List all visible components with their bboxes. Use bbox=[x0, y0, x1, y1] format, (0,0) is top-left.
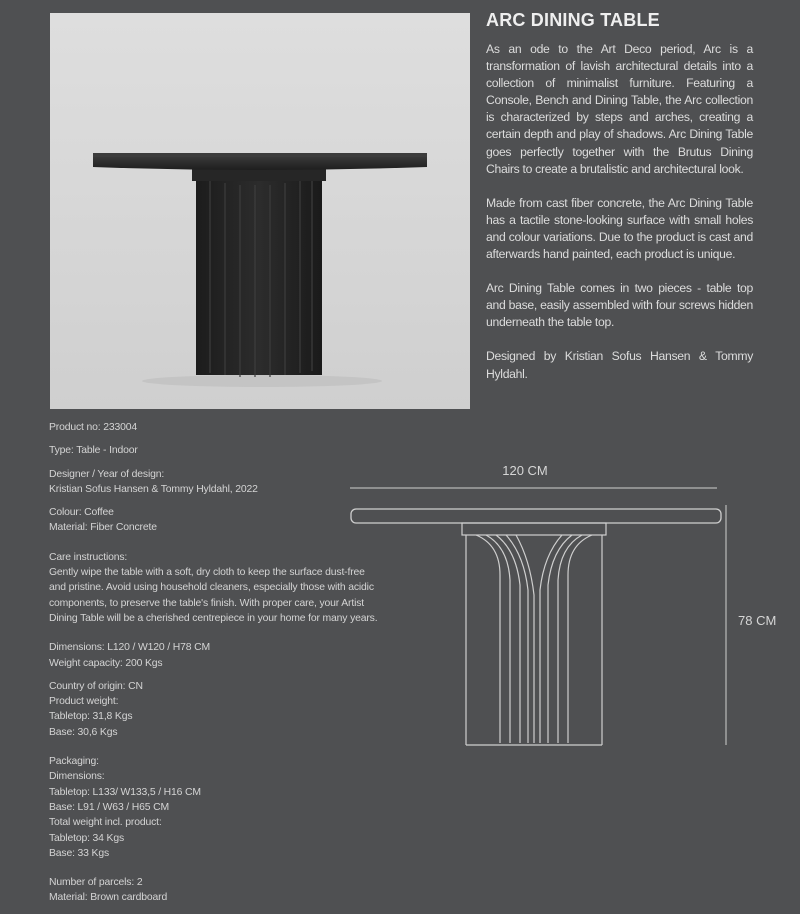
base-collar-outline bbox=[462, 523, 606, 535]
care-text: Gently wipe the table with a soft, dry cloth to keep the surface dust-free and pristine. Avoid using household cleaners, especially those with acidic components, to preserve the table's finish. With proper care, your Artist Dining Table will be a cherished centrepiece in your home for many years. bbox=[49, 567, 378, 624]
dimensions: Dimensions: L120 / W120 / H78 CM bbox=[49, 642, 210, 654]
weight-capacity: Weight capacity: 200 Kgs bbox=[49, 657, 163, 669]
tabletop-weight: Tabletop: 31,8 Kgs bbox=[49, 711, 133, 723]
designer-heading: Designer / Year of design: bbox=[49, 468, 165, 480]
product-number: Product no: 233004 bbox=[49, 422, 138, 433]
table-photo-illustration bbox=[50, 13, 470, 409]
total-tabletop-weight: Tabletop: 34 Kgs bbox=[49, 832, 125, 844]
designer-value: Kristian Sofus Hansen & Tommy Hyldahl, 2022 bbox=[49, 483, 258, 495]
product-type: Type: Table - Indoor bbox=[49, 445, 138, 457]
care-heading: Care instructions: bbox=[49, 551, 128, 563]
colour: Colour: Coffee bbox=[49, 507, 114, 519]
product-specs bbox=[49, 420, 379, 914]
number-of-parcels: Number of parcels: 2 bbox=[49, 877, 143, 889]
height-label: 78 CM bbox=[738, 613, 777, 628]
width-label: 120 CM bbox=[502, 463, 548, 478]
product-weight-heading: Product weight: bbox=[49, 696, 119, 708]
tabletop-outline bbox=[351, 509, 721, 523]
total-weight-heading: Total weight incl. product: bbox=[49, 817, 162, 829]
table-outline-drawing bbox=[340, 455, 800, 755]
description-paragraph: Made from cast fiber concrete, the Arc Dining Table has a tactile stone-looking surface with small holes and colour variations. Due to the product is cast and afterwards hand painted, each product is unique. bbox=[486, 195, 753, 262]
country-of-origin: Country of origin: CN bbox=[49, 680, 143, 692]
base-weight: Base: 30,6 Kgs bbox=[49, 726, 118, 738]
packaging-dimensions-heading: Dimensions: bbox=[49, 771, 105, 783]
packaging-material: Material: Brown cardboard bbox=[49, 892, 168, 904]
packaging-base: Base: L91 / W63 / H65 CM bbox=[49, 801, 169, 813]
packaging-heading: Packaging: bbox=[49, 756, 99, 768]
description-paragraph: Arc Dining Table comes in two pieces - table top and base, easily assembled with four screws hidden underneath the table top. bbox=[486, 281, 753, 330]
description-paragraph: As an ode to the Art Deco period, Arc is a transformation of lavish architectural details into a collection of minimalist furniture. Featuring a Console, Bench and Dining Table, the Arc collection is characterized by steps and arches, creating a certain depth and play of shadows. Arc Dining Table goes perfectly together with the Brutus Dining Chairs to create a brutalistic and architectural look. bbox=[486, 42, 753, 176]
total-base-weight: Base: 33 Kgs bbox=[49, 847, 110, 859]
description-paragraph: Designed by Kristian Sofus Hansen & Tommy Hyldahl. bbox=[486, 349, 753, 381]
product-title: ARC DINING TABLE bbox=[486, 10, 660, 30]
dimension-drawing bbox=[340, 455, 800, 755]
fluted-base-outline bbox=[466, 535, 602, 745]
product-description bbox=[486, 41, 753, 400]
packaging-tabletop: Tabletop: L133/ W133,5 / H16 CM bbox=[49, 786, 201, 798]
product-photo bbox=[50, 13, 470, 409]
material: Material: Fiber Concrete bbox=[49, 522, 157, 534]
